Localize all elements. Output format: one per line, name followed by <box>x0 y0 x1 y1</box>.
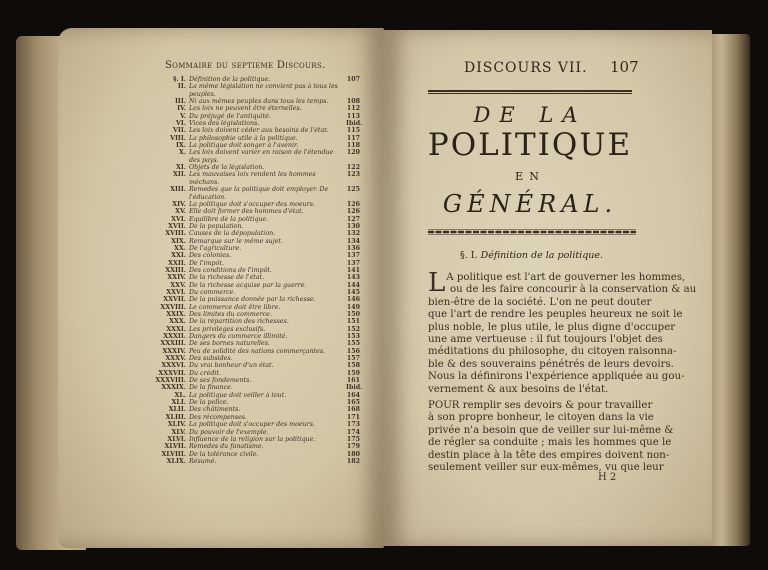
toc-entry <box>148 318 360 325</box>
toc-title: Sommaire du septieme Discours. <box>165 60 326 71</box>
toc-entry-text: De la répartition des richesses. <box>189 318 289 326</box>
text-line: Nous la définirons l'expérience appliquée au gou- <box>428 371 685 383</box>
toc-entry <box>148 377 360 384</box>
toc-entry-number: XXXIV. <box>162 347 186 355</box>
toc-entry <box>148 451 360 458</box>
toc-entry-number: XVII. <box>168 222 186 230</box>
toc-entry-text: Peu de solidité des nations commerçantes. <box>189 347 326 355</box>
toc-entry-text: Du préjugé de l'antiquité. <box>189 112 271 120</box>
toc-entry-number: XX. <box>174 244 186 252</box>
toc-entry <box>148 135 360 142</box>
toc-entry-page: 134 <box>346 237 360 245</box>
running-head: DISCOURS VII. <box>464 60 588 76</box>
toc-entry-text: Définition de la politique. <box>189 76 271 83</box>
toc-entry-number: XXX. <box>169 318 186 326</box>
toc-entry-number: XLIV. <box>167 421 186 429</box>
toc-entry-text: Du vrai bonheur d'un état. <box>189 362 274 370</box>
toc-entry-text: Remedes du fanatisme. <box>189 443 264 451</box>
toc-entry-number: XXXVII. <box>158 369 186 377</box>
toc-entry-number: §. I. <box>173 76 186 83</box>
chapter-title-line1: DE LA <box>473 103 587 127</box>
table-of-contents <box>148 76 363 465</box>
toc-entry-number: XXVII. <box>163 296 186 304</box>
toc-entry-text: La même législation ne convient pas à tous les peuples. <box>189 83 338 98</box>
toc-entry-page: Ibid. <box>346 384 363 392</box>
toc-entry-text: De la population. <box>189 222 244 230</box>
toc-entry <box>148 260 360 267</box>
text-line: seulement veiller sur eux-mêmes, vu que leur <box>428 462 664 474</box>
toc-entry <box>148 76 360 83</box>
toc-entry-number: XIII. <box>170 186 186 194</box>
toc-entry-number: XXIX. <box>166 311 186 318</box>
toc-entry-number: XLVII. <box>164 443 186 451</box>
toc-entry <box>148 120 363 128</box>
toc-entry-page: 174 <box>346 428 360 436</box>
toc-entry-text: Des limites du commerce. <box>189 311 272 318</box>
toc-entry-page: 113 <box>346 112 360 120</box>
text-line: ble & des souverains pénétrés de leurs devoirs. <box>428 358 674 370</box>
toc-entry-number: XXXI. <box>166 325 186 333</box>
toc-entry-page: 149 <box>346 303 360 311</box>
toc-entry-text: Objets de la législation. <box>189 164 265 172</box>
toc-entry-text: Les privileges exclusifs. <box>189 325 266 333</box>
toc-entry-number: XXXII. <box>163 333 186 341</box>
toc-entry-page: 153 <box>346 333 360 341</box>
toc-entry <box>148 414 360 421</box>
ornament-rule-icon <box>428 229 636 235</box>
toc-entry-number: V. <box>180 112 186 120</box>
toc-entry-text: De la finance. <box>189 384 233 392</box>
toc-entry <box>148 296 360 303</box>
toc-entry-page: 171 <box>346 413 360 421</box>
toc-entry <box>148 127 360 134</box>
section-title: Définition de la politique. <box>480 250 604 261</box>
drop-cap: L <box>428 268 446 298</box>
toc-entry-page: 168 <box>346 406 360 414</box>
toc-entry-number: XXIV. <box>167 274 186 282</box>
toc-entry-number: XVIII. <box>165 230 186 238</box>
toc-entry-text: Les mauvaises loix rendent les hommes méchans. <box>189 171 316 186</box>
toc-entry <box>148 230 360 237</box>
toc-entry-number: XLVI. <box>167 435 186 443</box>
toc-entry-page: 136 <box>346 244 360 252</box>
text-line: POUR remplir ses devoirs & pour travailler <box>428 400 653 411</box>
toc-entry-page: 150 <box>346 311 360 318</box>
toc-entry-number: X. <box>178 149 186 157</box>
paragraph-2 <box>428 400 674 474</box>
toc-entry <box>148 171 360 186</box>
toc-entry-number: II. <box>177 83 186 91</box>
book-page-edges-right <box>706 34 750 546</box>
toc-entry-number: VI. <box>175 120 186 128</box>
toc-entry-text: De l'impôt. <box>189 259 224 267</box>
toc-entry-number: XXII. <box>168 259 186 267</box>
toc-entry-page: 182 <box>346 457 360 465</box>
toc-entry-page: 132 <box>346 230 360 238</box>
toc-entry <box>148 208 360 215</box>
toc-entry <box>148 362 360 369</box>
toc-entry-text: De la puissance donnée par la richesse. <box>189 296 316 304</box>
toc-entry <box>148 274 360 281</box>
toc-entry-page: 126 <box>346 208 360 216</box>
toc-entry <box>148 333 360 340</box>
toc-entry-number: XXIII. <box>165 266 186 274</box>
text-line: vernement & aux besoins de l'état. <box>428 383 609 395</box>
toc-entry-page: 141 <box>346 266 360 274</box>
toc-entry <box>148 443 360 450</box>
toc-entry-text: De la tolérance civile. <box>189 450 259 458</box>
toc-entry-text: Les loix doivent varier en raison de l'étendue des pays. <box>189 149 334 164</box>
toc-entry-text: Les loix doivent céder aux besoins de l'état. <box>189 127 329 135</box>
toc-entry-page: 155 <box>346 340 360 348</box>
toc-entry <box>148 83 360 98</box>
toc-entry <box>148 238 360 245</box>
toc-entry <box>148 406 360 413</box>
toc-entry-number: XLIX. <box>166 457 186 465</box>
text-line: une ame vertueuse : il fut toujours l'objet des <box>428 334 663 346</box>
toc-entry-page: 112 <box>346 105 360 113</box>
toc-entry-number: XXXIII. <box>160 340 186 348</box>
toc-entry-text: Vices des législations. <box>189 120 260 128</box>
toc-entry-number: XIX. <box>171 237 186 245</box>
toc-entry-page: 161 <box>346 377 360 385</box>
toc-entry-text: Des châtiments. <box>189 406 241 414</box>
toc-entry-page: 126 <box>346 200 360 208</box>
toc-entry-page: 123 <box>346 171 360 179</box>
toc-entry-text: Dangers du commerce illimité. <box>189 333 288 341</box>
toc-entry <box>148 370 360 377</box>
toc-entry <box>148 142 360 149</box>
toc-entry-page: 165 <box>346 399 360 407</box>
chapter-title-line2: POLITIQUE <box>427 127 633 163</box>
toc-entry-page: 152 <box>346 325 360 333</box>
toc-entry-text: La politique doit veiller à tout. <box>189 391 287 399</box>
toc-entry <box>148 421 360 428</box>
toc-entry-number: XLV. <box>171 428 186 436</box>
toc-entry-text: Du pouvoir de l'exemple. <box>189 428 269 436</box>
toc-entry <box>148 436 360 443</box>
toc-entry-number: XXXVI. <box>161 362 186 370</box>
toc-entry-number: XII. <box>173 171 186 179</box>
toc-entry-number: XXXIX. <box>161 384 186 392</box>
toc-entry-number: IV. <box>177 105 186 113</box>
toc-entry <box>148 348 360 355</box>
toc-entry-page: 115 <box>346 127 360 135</box>
toc-entry-text: Résumé. <box>189 457 217 465</box>
toc-entry <box>148 223 360 230</box>
toc-entry <box>148 216 360 223</box>
toc-entry-number: XXXVIII. <box>155 377 186 385</box>
toc-entry <box>148 340 360 347</box>
toc-entry-page: 146 <box>346 296 360 304</box>
toc-entry <box>148 282 360 289</box>
text-line: méditations du philosophe, du citoyen raisonna- <box>428 346 677 358</box>
toc-entry-page: 164 <box>346 391 360 399</box>
toc-entry-page: 120 <box>346 149 360 157</box>
toc-entry <box>148 399 360 406</box>
toc-entry-text: De la police. <box>189 399 229 407</box>
toc-entry-text: Remedes que la politique doit employer. De l'éducation. <box>189 186 329 201</box>
toc-entry <box>148 289 360 296</box>
toc-entry-page: 157 <box>346 355 360 363</box>
toc-entry <box>148 164 360 171</box>
toc-entry-page: 180 <box>346 450 360 458</box>
text-line: de régler sa conduite ; mais les hommes que le <box>428 437 672 449</box>
toc-entry-text: De ses fondements. <box>189 377 252 385</box>
toc-entry-text: Causes de la dépopulation. <box>189 230 276 238</box>
toc-entry-text: La philosophie utile à la politique. <box>189 134 298 142</box>
toc-entry-number: XIV. <box>172 200 186 208</box>
toc-entry-number: XXV. <box>170 281 186 289</box>
toc-entry <box>148 311 360 318</box>
toc-entry-page: 118 <box>346 142 360 150</box>
header-rule <box>428 90 632 92</box>
toc-entry-page: 130 <box>346 222 360 230</box>
toc-entry-page: 144 <box>346 281 360 289</box>
toc-entry-text: Des conditions de l'impôt. <box>189 266 272 274</box>
toc-entry-page: 117 <box>346 134 360 142</box>
toc-entry-text: Du crédit. <box>189 369 221 377</box>
toc-entry-number: XL. <box>174 391 186 399</box>
toc-entry-text: Du commerce. <box>189 288 236 296</box>
toc-entry-number: XXI. <box>171 252 186 260</box>
toc-entry-number: XI. <box>175 164 186 172</box>
toc-entry-text: De la richesse de l'état. <box>189 274 265 282</box>
toc-entry-page: Ibid. <box>346 120 363 128</box>
toc-entry-page: 107 <box>346 76 360 83</box>
toc-entry-number: XLIII. <box>165 413 186 421</box>
toc-entry-page: 159 <box>346 369 360 377</box>
text-line: privée n'a besoin que de veiller sur lui-même & <box>428 424 674 436</box>
toc-entry-number: XXXV. <box>165 355 186 363</box>
toc-entry-page: 143 <box>346 274 360 282</box>
toc-entry-page: 137 <box>346 252 360 260</box>
paragraph-1 <box>428 268 697 396</box>
toc-entry-page: 137 <box>346 259 360 267</box>
toc-entry-text: Les loix ne peuvent être éternelles. <box>189 105 302 113</box>
toc-entry-page: 173 <box>346 421 360 429</box>
toc-entry-number: XXVIII. <box>160 303 186 311</box>
chapter-title-line3: EN <box>515 170 545 183</box>
text-line: destin place à la tête des empires doivent non- <box>428 449 670 461</box>
toc-entry-page: 125 <box>346 186 360 194</box>
toc-entry <box>148 326 360 333</box>
toc-entry <box>148 458 360 465</box>
header-rule-thin <box>428 93 632 94</box>
signature-mark: H 2 <box>598 472 617 483</box>
text-line: bien-être de la société. L'on ne peut douter <box>428 296 652 308</box>
toc-entry <box>148 245 360 252</box>
toc-entry-number: XV. <box>175 208 186 216</box>
toc-entry-number: XLI. <box>171 399 186 407</box>
toc-entry-number: III. <box>174 98 186 106</box>
toc-entry-text: De l'agriculture. <box>189 244 242 252</box>
toc-entry <box>148 113 360 120</box>
toc-entry-page: 175 <box>346 435 360 443</box>
text-line: ou de les faire concourir à la conservation & au <box>450 284 697 296</box>
toc-entry-text: Des subsides. <box>189 355 233 363</box>
toc-entry-text: Le commerce doit être libre. <box>189 303 281 311</box>
toc-entry-number: IX. <box>175 142 186 150</box>
toc-entry-page: 179 <box>346 443 360 451</box>
toc-entry-page: 127 <box>346 215 360 223</box>
text-line: plus noble, le plus utile, le plus digne d'occuper <box>428 321 676 333</box>
toc-entry-number: XLVIII. <box>161 450 186 458</box>
toc-entry-text: Des colonies. <box>189 252 232 260</box>
toc-entry-number: XVI. <box>171 215 186 223</box>
toc-entry-page: 151 <box>346 318 360 326</box>
toc-entry-page: 156 <box>346 347 360 355</box>
toc-entry-text: La politique doit s'occuper des moeurs. <box>189 421 315 429</box>
toc-entry-text: Des récompenses. <box>189 413 248 421</box>
toc-entry <box>148 149 360 164</box>
toc-entry <box>148 304 360 311</box>
toc-entry-text: Ni aux mêmes peuples dans tous les temps. <box>189 98 329 106</box>
page-number: 107 <box>610 58 639 76</box>
toc-entry <box>148 252 360 259</box>
toc-entry <box>148 267 360 274</box>
text-line: que l'art de rendre les peuples heureux ne soit le <box>428 309 683 321</box>
toc-entry-text: Equilibre de la politique. <box>189 215 269 223</box>
toc-entry <box>148 186 360 201</box>
toc-entry-text: La politique doit s'occuper des moeurs. <box>189 200 315 208</box>
toc-entry <box>148 429 360 436</box>
toc-entry <box>148 201 360 208</box>
toc-entry <box>148 98 360 105</box>
toc-entry-page: 122 <box>346 164 360 172</box>
toc-entry <box>148 384 363 392</box>
toc-entry-page: 145 <box>346 288 360 296</box>
chapter-title-line4: GÉNÉRAL. <box>442 190 618 218</box>
toc-entry-text: La politique doit songer à l'avenir. <box>189 142 299 150</box>
toc-entry-text: Elle doit former des hommes d'état. <box>189 208 304 216</box>
toc-entry <box>148 355 360 362</box>
toc-entry <box>148 392 360 399</box>
text-line-content: A politique est l'art de gouverner les hommes, <box>446 272 686 283</box>
toc-entry-text: Influence de la religion sur la politique. <box>189 435 316 443</box>
section-heading <box>460 250 603 261</box>
section-number: §. I. <box>460 250 478 261</box>
toc-entry-text: De ses bornes naturelles. <box>189 340 270 348</box>
text-line: à son propre bonheur, le citoyen dans la vie <box>428 412 654 424</box>
toc-entry-number: VII. <box>173 127 186 135</box>
toc-entry-number: XXVI. <box>166 288 186 296</box>
toc-entry-page: 158 <box>346 362 360 370</box>
toc-entry <box>148 105 360 112</box>
toc-entry-page <box>346 83 360 98</box>
toc-entry-text: De la richesse acquise par la guerre. <box>189 281 307 289</box>
toc-entry-number: XLII. <box>168 406 186 414</box>
toc-entry-number: VIII. <box>170 134 186 142</box>
toc-entry-text: Remarque sur le même sujet. <box>189 237 283 245</box>
toc-entry-page: 108 <box>346 98 360 106</box>
